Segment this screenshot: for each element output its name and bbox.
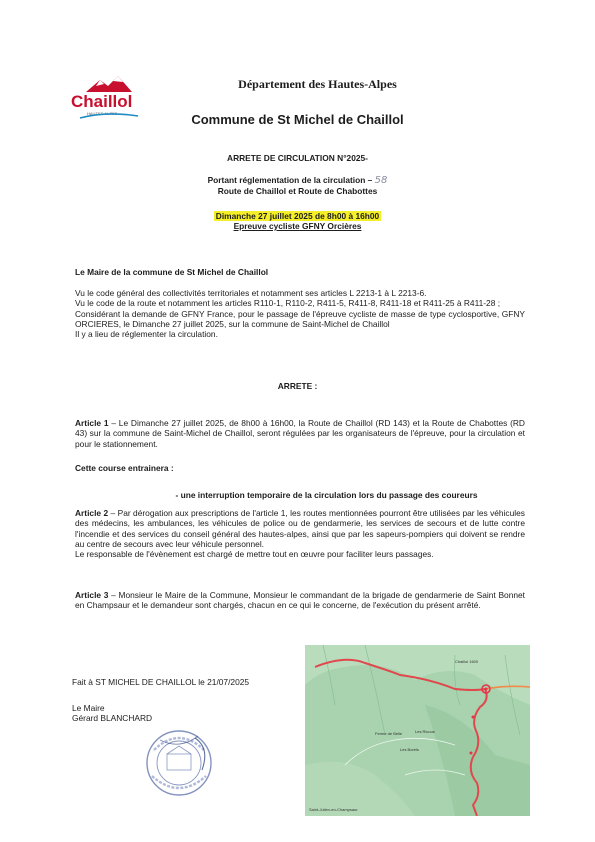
portant-line1: Portant réglementation de la circulation – (207, 175, 373, 185)
arrete-number: ARRETE DE CIRCULATION N°2025- (227, 153, 368, 163)
preamble-line: Il y a lieu de réglementer la circulation. (75, 329, 218, 340)
map-label-ferme: Ferme de Belle (375, 731, 403, 736)
event-date-highlight: Dimanche 27 juillet 2025 de 8h00 à 16h00 (215, 211, 380, 221)
preamble-line: Vu le code de la route et notamment les articles R110-1, R110-2, R411-5, R411-8, R411-18 et R411-25 à R411-28 ; (75, 298, 501, 309)
event-date-block (0, 211, 595, 231)
map-label-chaillol: Chaillol 1600 (455, 659, 479, 664)
mairie-stamp-icon (140, 728, 218, 798)
department-text: Département des Hautes-Alpes (238, 77, 397, 91)
map-label-ricous: Les Ricous (415, 729, 435, 734)
cette-course-heading: Cette course entrainera : (75, 463, 174, 473)
article-2 (75, 508, 525, 559)
preamble-block (75, 288, 525, 339)
map-label-borels: Les Borels (400, 747, 419, 752)
article-2-label: Article 2 (75, 508, 109, 518)
maire-heading: Le Maire de la commune de St Michel de Chaillol (75, 267, 269, 277)
place-date-line: Fait à ST MICHEL DE CHAILLOL le 21/07/2025 (72, 677, 250, 687)
signatory-role: Le Maire (72, 703, 105, 713)
arrete-title: ARRETE : (277, 381, 318, 391)
logo-brand: Chaillol (71, 92, 133, 111)
portant-line2: Route de Chaillol et Route de Chabottes (217, 186, 378, 196)
signatory-name: Gérard BLANCHARD (72, 713, 153, 723)
commune-title: Commune de St Michel de Chaillol (191, 112, 404, 127)
article-1-label: Article 1 (75, 418, 109, 428)
route-map-icon (305, 645, 530, 816)
interruption-line: - une interruption temporaire de la circulation lors du passage des coureurs (175, 490, 478, 500)
logo-tagline: HAUTES-ALPES (87, 111, 118, 116)
article-1-text: – Le Dimanche 27 juillet 2025, de 8h00 à 16h00, la Route de Chaillol (RD 143) et la Route de Chabottes (RD 43) sur la commune de Saint-Michel de Chaillol, seront régulées par les organisateurs de l'épreuve, pour la circulation et pour le stationnement. (75, 418, 525, 449)
event-name: Epreuve cycliste GFNY Orcières (233, 221, 362, 231)
article-2-extra: Le responsable de l'évènement est chargé de mettre tout en œuvre pour faciliter leurs passages. (75, 549, 434, 560)
department-heading (0, 77, 595, 92)
article-1 (75, 418, 525, 449)
preamble-line: Vu le code général des collectivités territoriales et notamment ses articles L 2213-1 à L 2213-6. (75, 288, 427, 298)
handwritten-number: 58 (374, 175, 388, 186)
arrete-subject (0, 175, 595, 196)
article-3 (75, 590, 525, 611)
article-2-text: – Par dérogation aux prescriptions de l'article 1, les routes mentionnées pourront être utilisées par les véhicules des médecins, les ambulances, les véhicules de police ou de gendarmerie, les services de secours et de lutte contre l'incendie et des services du conseil général des hautes-alpes, ainsi que par les sapeurs-pompiers qui doivent se rendre au centre de secours avec leur véhicule personnel. (75, 508, 525, 549)
map-label-saint-julien: Saint-Julien-en-Champsaur (309, 807, 358, 812)
article-3-label: Article 3 (75, 590, 109, 600)
preamble-line: Considérant la demande de GFNY France, pour le passage de l'épreuve cycliste de masse de type cyclosportive, GFNY ORCIERES, le Dimanche 27 juillet 2025, sur la commune de Saint-Michel de Chaillol (75, 308, 525, 329)
article-3-text: – Monsieur le Maire de la Commune, Monsieur le commandant de la brigade de gendarmerie de Saint Bonnet en Champsaur et le demandeur sont chargés, chacun en ce qui le concerne, de l'exécution du présent arrêté. (75, 590, 525, 611)
